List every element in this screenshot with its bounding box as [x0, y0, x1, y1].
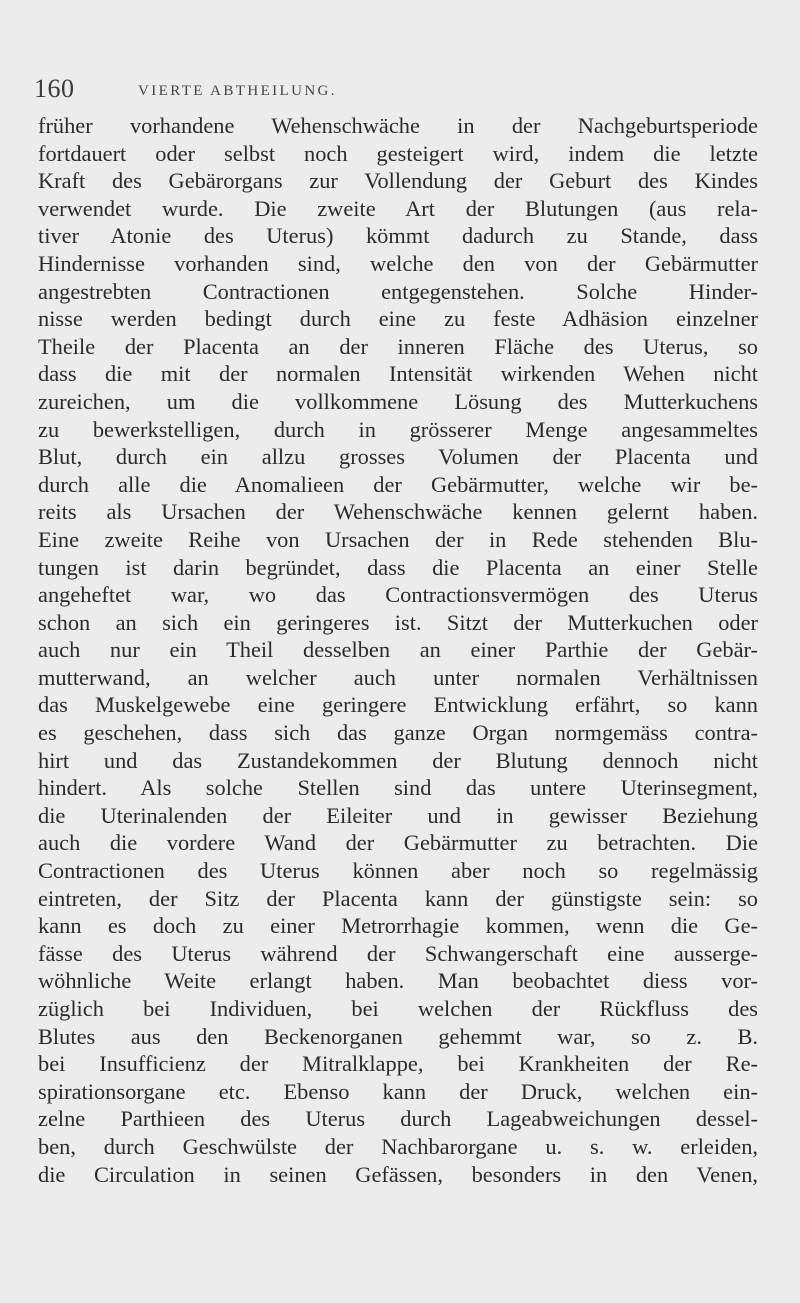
text-line: Blutes aus den Beckenorganen gehemmt war, so z. B.: [38, 1023, 758, 1049]
text-line: tungen ist darin begründet, dass die Placenta an einer Stelle: [38, 554, 758, 580]
text-line: kann es doch zu einer Metrorrhagie kommen, wenn die Ge-: [38, 913, 758, 939]
text-line: züglich bei Individuen, bei welchen der Rückfluss des: [38, 996, 758, 1021]
text-line: verwendet wurde. Die zweite Art der Blutungen (aus rela-: [38, 195, 758, 221]
text-line: ben, durch Geschwülste der Nachbarorgane u. s. w. erleiden,: [38, 1133, 758, 1159]
text-line: auch die vordere Wand der Gebärmutter zu betrachten. Die: [38, 830, 758, 856]
text-line: Contractionen des Uterus können aber noch so regelmässig: [38, 858, 758, 884]
text-line: fässe des Uterus während der Schwangerschaft eine ausserge-: [38, 940, 758, 966]
body-text: [38, 112, 758, 1188]
text-line: schon an sich ein geringeres ist. Sitzt der Mutterkuchen oder: [38, 609, 758, 635]
running-head: VIERTE ABTHEILUNG.: [138, 83, 337, 99]
text-line: das Muskelgewebe eine geringere Entwicklung erfährt, so kann: [38, 692, 758, 718]
text-line: Blut, durch ein allzu grosses Volumen der Placenta und: [38, 444, 758, 470]
text-line: bei Insufficienz der Mitralklappe, bei Krankheiten der Re-: [38, 1051, 758, 1077]
text-line: nisse werden bedingt durch eine zu feste Adhäsion einzelner: [38, 306, 758, 332]
text-line: Eine zweite Reihe von Ursachen der in Rede stehenden Blu-: [38, 526, 758, 552]
text-line: die Uterinalenden der Eileiter und in gewisser Beziehung: [38, 802, 758, 828]
text-line: reits als Ursachen der Wehenschwäche kennen gelernt haben.: [38, 499, 758, 525]
text-line: hirt und das Zustandekommen der Blutung dennoch nicht: [38, 747, 758, 773]
text-line: Hindernisse vorhanden sind, welche den von der Gebärmutter: [38, 250, 758, 276]
text-line: angestrebten Contractionen entgegenstehen. Solche Hinder-: [38, 278, 758, 304]
text-line: es geschehen, dass sich das ganze Organ normgemäss contra-: [38, 720, 758, 746]
text-line: dass die mit der normalen Intensität wirkenden Wehen nicht: [38, 361, 758, 387]
text-line: Kraft des Gebärorgans zur Vollendung der Geburt des Kindes: [38, 168, 758, 194]
text-line: die Circulation in seinen Gefässen, besonders in den Venen,: [38, 1161, 758, 1187]
text-line: durch alle die Anomalieen der Gebärmutter, welche wir be-: [38, 471, 758, 497]
text-line: eintreten, der Sitz der Placenta kann der günstigste sein: so: [38, 885, 758, 911]
text-line: Theile der Placenta an der inneren Fläche des Uterus, so: [38, 333, 758, 359]
text-line: zureichen, um die vollkommene Lösung des Mutterkuchens: [38, 388, 758, 414]
text-line: auch nur ein Theil desselben an einer Parthie der Gebär-: [38, 637, 758, 663]
page-number: 160: [34, 74, 75, 103]
text-line: angeheftet war, wo das Contractionsvermögen des Uterus: [38, 582, 758, 608]
text-line: mutterwand, an welcher auch unter normalen Verhältnissen: [38, 664, 758, 690]
text-line: wöhnliche Weite erlangt haben. Man beobachtet diess vor-: [38, 968, 758, 994]
text-line: zelne Parthieen des Uterus durch Lageabweichungen dessel-: [38, 1106, 758, 1132]
text-line: hindert. Als solche Stellen sind das untere Uterinsegment,: [38, 775, 758, 801]
text-line: spirationsorgane etc. Ebenso kann der Druck, welchen ein-: [38, 1078, 758, 1104]
text-line: fortdauert oder selbst noch gesteigert wird, indem die letzte: [38, 140, 758, 166]
text-line: früher vorhandene Wehenschwäche in der Nachgeburtsperiode: [38, 113, 758, 138]
text-line: zu bewerkstelligen, durch in grösserer Menge angesammeltes: [38, 416, 758, 442]
page-header: [34, 74, 766, 104]
text-line: tiver Atonie des Uterus) kömmt dadurch zu Stande, dass: [38, 223, 758, 249]
